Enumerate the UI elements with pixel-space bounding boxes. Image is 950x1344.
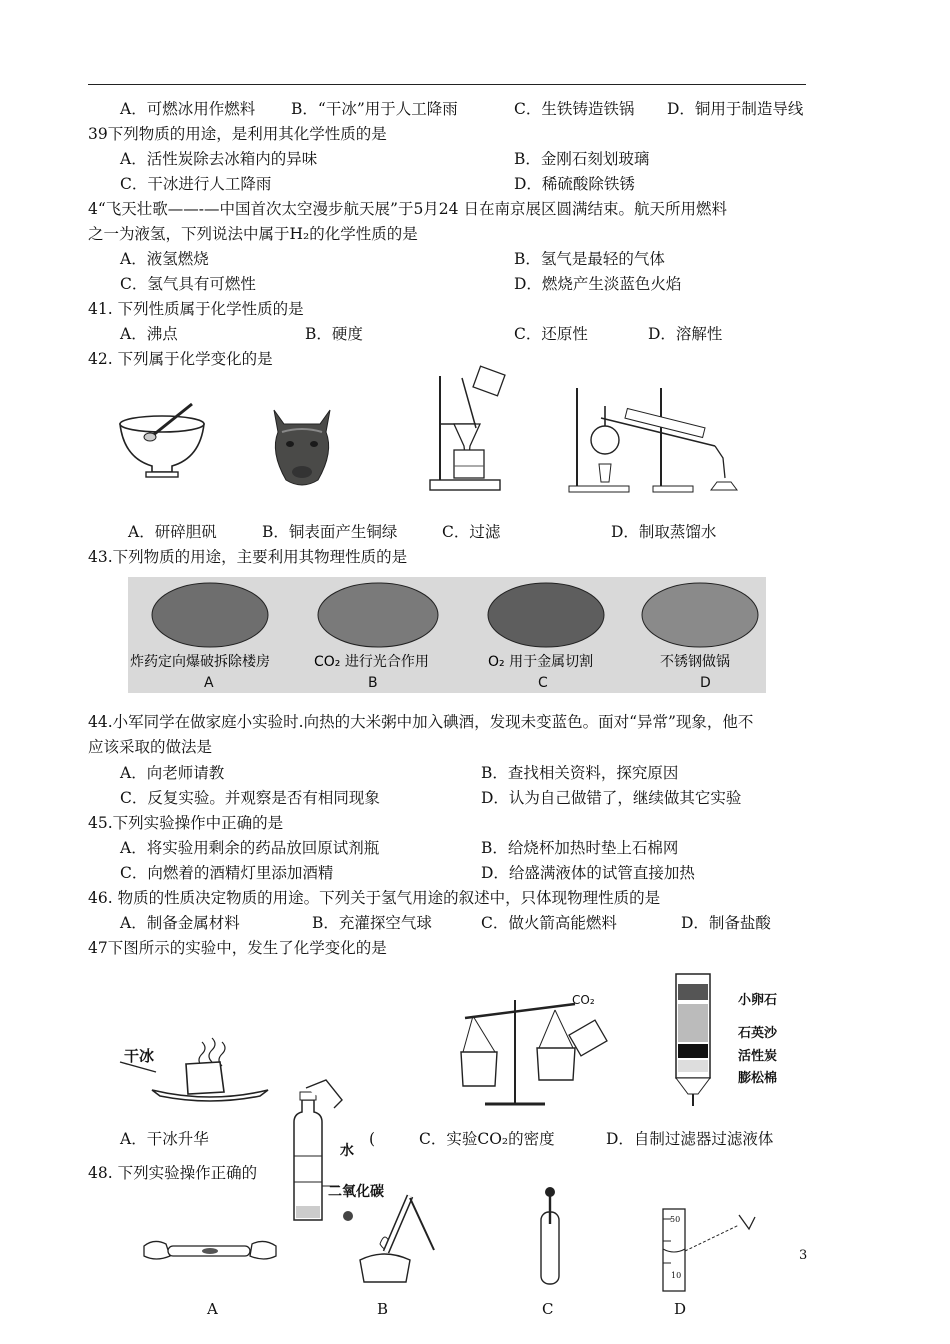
- filtration-apparatus-image: [424, 368, 514, 494]
- q38-option-d: D．铜用于制造导线: [667, 100, 804, 118]
- q43-photo-strip: [128, 577, 766, 693]
- q41-option-c: C．还原性: [514, 325, 588, 343]
- homemade-filter-image: [674, 972, 714, 1112]
- q47-stem: 47下图所示的实验中，发生了化学变化的是: [88, 939, 387, 957]
- q40-stem-line2: 之一为液氢，下列说法中属于H₂的化学性质的是: [88, 225, 418, 243]
- q44-option-c: C．反复实验。并观察是否有相同现象: [120, 789, 380, 807]
- q48-letter-d: D: [674, 1300, 687, 1318]
- q43-caption-d: 不锈钢做锅: [660, 654, 730, 670]
- dry-ice-dish-image: [150, 1040, 270, 1100]
- header-rule: [88, 84, 806, 85]
- q48-stem: 48. 下列实验操作正确的: [88, 1164, 258, 1182]
- cylinder-mark-10: 10: [671, 1271, 682, 1280]
- q39-option-c: C．干冰进行人工降雨: [120, 175, 272, 193]
- q43-letter-b: B: [368, 675, 378, 691]
- q40-option-d: D．燃烧产生淡蓝色火焰: [514, 275, 682, 293]
- q47-option-c: C．实验CO₂的密度: [419, 1130, 555, 1148]
- q44-option-d: D．认为自己做错了，继续做其它实验: [481, 789, 742, 807]
- balance-co2-image: [455, 990, 605, 1110]
- q43-letter-d: D: [700, 675, 711, 691]
- water-label: 水: [340, 1143, 354, 1159]
- q45-option-b: B．给烧杯加热时垫上石棉网: [481, 839, 679, 857]
- q45-option-c: C．向燃着的酒精灯里添加酒精: [120, 864, 334, 882]
- q43-letter-a: A: [204, 675, 214, 691]
- q44-option-b: B．查找相关资料，探究原因: [481, 764, 679, 782]
- q48-image-b-heating-tube: [350, 1190, 440, 1290]
- q38-option-b: B．“干冰”用于人工降雨: [291, 100, 458, 118]
- q42-option-d: D．制取蒸馏水: [611, 523, 717, 541]
- q48-letter-c: C: [542, 1300, 554, 1318]
- q41-option-a: A．沸点: [120, 325, 178, 343]
- q43-caption-c: O₂ 用于金属切割: [488, 654, 594, 670]
- q48-image-a-test-tube-hands: [140, 1232, 280, 1272]
- q45-stem: 45.下列实验操作中正确的是: [88, 814, 284, 832]
- filter-layer-cotton: 膨松棉: [738, 1071, 778, 1086]
- bronze-head-image: [262, 402, 342, 490]
- co2-beaker-label: CO₂: [572, 993, 595, 1007]
- q41-option-d: D．溶解性: [648, 325, 723, 343]
- q46-option-c: C．做火箭高能燃料: [481, 914, 617, 932]
- q39-stem: 39下列物质的用途，是利用其化学性质的是: [88, 125, 387, 143]
- q42-option-c: C．过滤: [442, 523, 501, 541]
- dry-ice-label: 干冰: [124, 1047, 155, 1065]
- q43-stem: 43.下列物质的用途，主要利用其物理性质的是: [88, 548, 408, 566]
- page-number: 3: [799, 1248, 808, 1263]
- q43-photo-ovals: [128, 577, 766, 693]
- q48-letter-b: B: [377, 1300, 389, 1318]
- q39-option-b: B．金刚石刻划玻璃: [514, 150, 650, 168]
- q40-option-b: B．氢气是最轻的气体: [514, 250, 665, 268]
- q46-option-a: A．制备金属材料: [120, 914, 240, 932]
- filter-layer-activated-carbon: 活性炭: [738, 1049, 778, 1064]
- q39-option-a: A．活性炭除去冰箱内的异味: [120, 150, 318, 168]
- q44-stem-line1: 44.小军同学在做家庭小实验时.向热的大米粥中加入碘酒，发现未变蓝色。面对“异常”现象，他不: [88, 713, 754, 731]
- q42-stem: 42. 下列属于化学变化的是: [88, 350, 273, 368]
- q46-option-d: D．制备盐酸: [681, 914, 771, 932]
- q40-option-a: A．液氢燃烧: [120, 250, 209, 268]
- co2-bottle-label: 二氧化碳: [328, 1184, 384, 1200]
- q39-option-d: D．稀硫酸除铁锈: [514, 175, 635, 193]
- dry-ice-pointer-line: [112, 1058, 162, 1078]
- q43-caption-b: CO₂ 进行光合作用: [314, 654, 429, 670]
- distillation-apparatus-image: [565, 378, 760, 494]
- q38-option-c: C．生铁铸造铁锅: [514, 100, 635, 118]
- q48-letter-a: A: [207, 1300, 218, 1318]
- q46-stem: 46. 物质的性质决定物质的用途。下列关于氢气用途的叙述中，只体现物理性质的是: [88, 889, 661, 907]
- q45-option-a: A．将实验用剩余的药品放回原试剂瓶: [120, 839, 380, 857]
- q42-option-a: A．研碎胆矾: [128, 523, 217, 541]
- q42-option-b: B．铜表面产生铜绿: [262, 523, 398, 541]
- q44-option-a: A．向老师请教: [120, 764, 225, 782]
- cylinder-mark-50: 50: [670, 1215, 681, 1224]
- q44-stem-line2: 应该采取的做法是: [88, 738, 213, 756]
- q38-option-a: A．可燃冰用作燃料: [120, 100, 256, 118]
- q41-stem: 41. 下列性质属于化学性质的是: [88, 300, 304, 318]
- q46-option-b: B．充灌探空气球: [312, 914, 432, 932]
- q40-option-c: C．氢气具有可燃性: [120, 275, 256, 293]
- q43-caption-a: 炸药定向爆破拆除楼房: [130, 654, 270, 670]
- mortar-pestle-image: [112, 400, 212, 480]
- q47-option-b-mark: (: [369, 1130, 376, 1148]
- q41-option-b: B．硬度: [305, 325, 363, 343]
- q47-option-a: A．干冰升华: [120, 1130, 209, 1148]
- filter-layer-pebbles: 小卵石: [738, 993, 778, 1008]
- q43-letter-c: C: [538, 675, 548, 691]
- filter-layer-quartz-sand: 石英沙: [738, 1026, 778, 1041]
- q40-stem-line1: 4“飞天壮歌——-—中国首次太空漫步航天展”于5月24 日在南京展区圆满结束。航天所用燃料: [88, 200, 727, 218]
- q45-option-d: D．给盛满液体的试管直接加热: [481, 864, 695, 882]
- q47-option-d: D．自制过滤器过滤液体: [606, 1130, 774, 1148]
- q48-image-c-dropper-tube: [536, 1188, 566, 1286]
